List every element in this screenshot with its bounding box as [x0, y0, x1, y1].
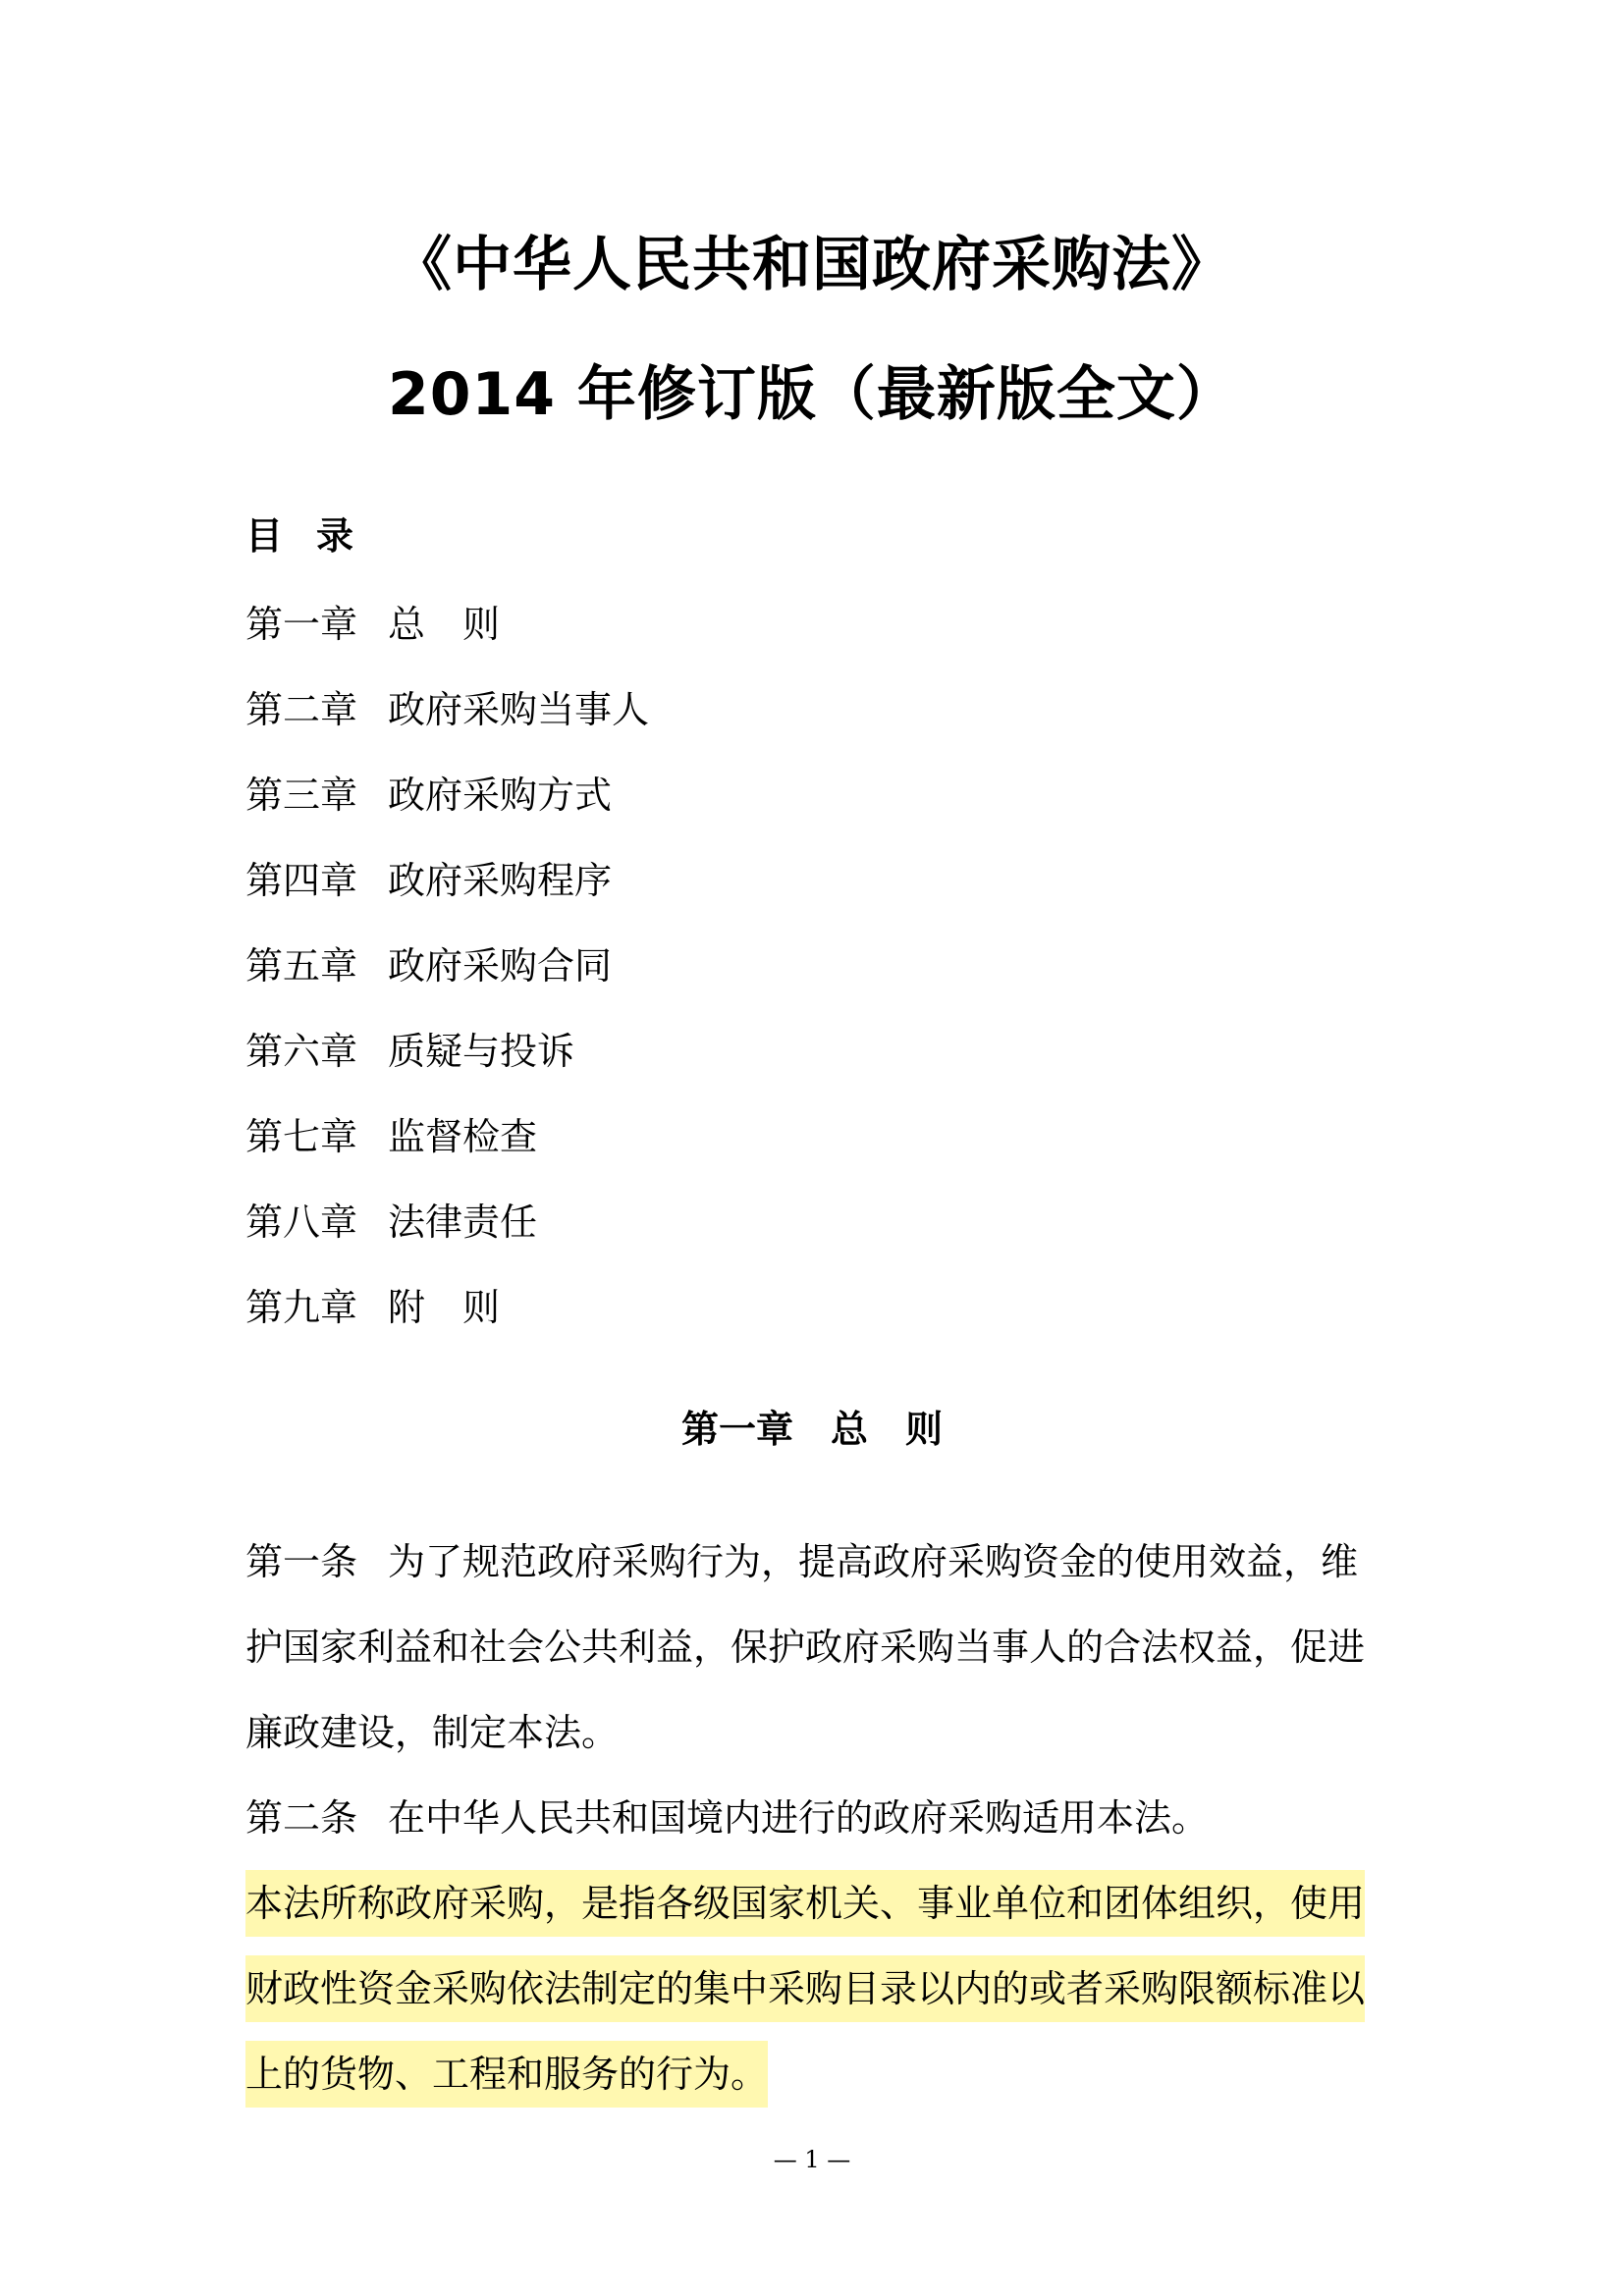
toc-item-number: 第二章 [245, 688, 358, 731]
highlighted-paragraph [245, 1861, 1389, 2117]
toc-item [245, 682, 649, 768]
toc-item-number: 第六章 [245, 1030, 358, 1073]
toc-list [245, 597, 649, 1365]
page-number: — 1 — [773, 2146, 851, 2173]
article-text: 在中华人民共和国境内进行的政府采购适用本法。 [388, 1796, 1210, 1840]
toc-heading-char-1: 目 [245, 514, 284, 558]
document-title-line-2: 2014 年修订版（最新版全文） [388, 360, 1236, 429]
toc-item-number: 第一章 [245, 603, 358, 646]
article-paragraph [245, 1520, 1389, 1776]
toc-item-title: 政府采购程序 [388, 859, 613, 902]
toc-item-number: 第四章 [245, 859, 358, 902]
article-2 [245, 1776, 1389, 1861]
article-text: 为了规范政府采购行为，提高政府采购资金的使用效益，维护国家利益和社会公共利益，保护政府采购当事人的合法权益，促进廉政建设，制定本法。 [245, 1540, 1366, 1754]
toc-item-title: 质疑与投诉 [388, 1030, 575, 1073]
toc-item-title: 政府采购合同 [388, 944, 613, 988]
article-number: 第一条 [245, 1540, 358, 1583]
article-1 [245, 1520, 1389, 1776]
toc-item [245, 597, 649, 682]
toc-item-number: 第五章 [245, 944, 358, 988]
toc-item-title: 法律责任 [388, 1201, 538, 1244]
toc-item [245, 768, 649, 853]
article-number: 第二条 [245, 1796, 358, 1840]
toc-item-title: 总 则 [388, 603, 501, 646]
toc-item [245, 1109, 649, 1195]
highlighted-text: 本法所称政府采购，是指各级国家机关、事业单位和团体组织，使用财政性资金采购依法制定的集中采购目录以内的或者采购限额标准以上的货物、工程和服务的行为。 [245, 1870, 1365, 2108]
toc-item [245, 938, 649, 1024]
toc-item-title: 政府采购方式 [388, 774, 613, 817]
toc-heading-char-2: 录 [316, 514, 354, 558]
toc-item-title: 政府采购当事人 [388, 688, 650, 731]
toc-item [245, 853, 649, 938]
toc-item [245, 1195, 649, 1280]
toc-item [245, 1024, 649, 1109]
toc-heading [245, 508, 353, 563]
toc-item-title: 附 则 [388, 1286, 501, 1329]
toc-item-number: 第九章 [245, 1286, 358, 1329]
toc-item-number: 第八章 [245, 1201, 358, 1244]
toc-item-number: 第三章 [245, 774, 358, 817]
toc-item-number: 第七章 [245, 1115, 358, 1158]
chapter-heading: 第一章 总 则 [680, 1408, 943, 1451]
toc-item [245, 1280, 649, 1365]
article-paragraph [245, 1776, 1389, 1861]
toc-item-title: 监督检查 [388, 1115, 538, 1158]
document-title-line-1: 《中华人民共和国政府采购法》 [393, 231, 1231, 299]
article-2-definition [245, 1861, 1389, 2117]
